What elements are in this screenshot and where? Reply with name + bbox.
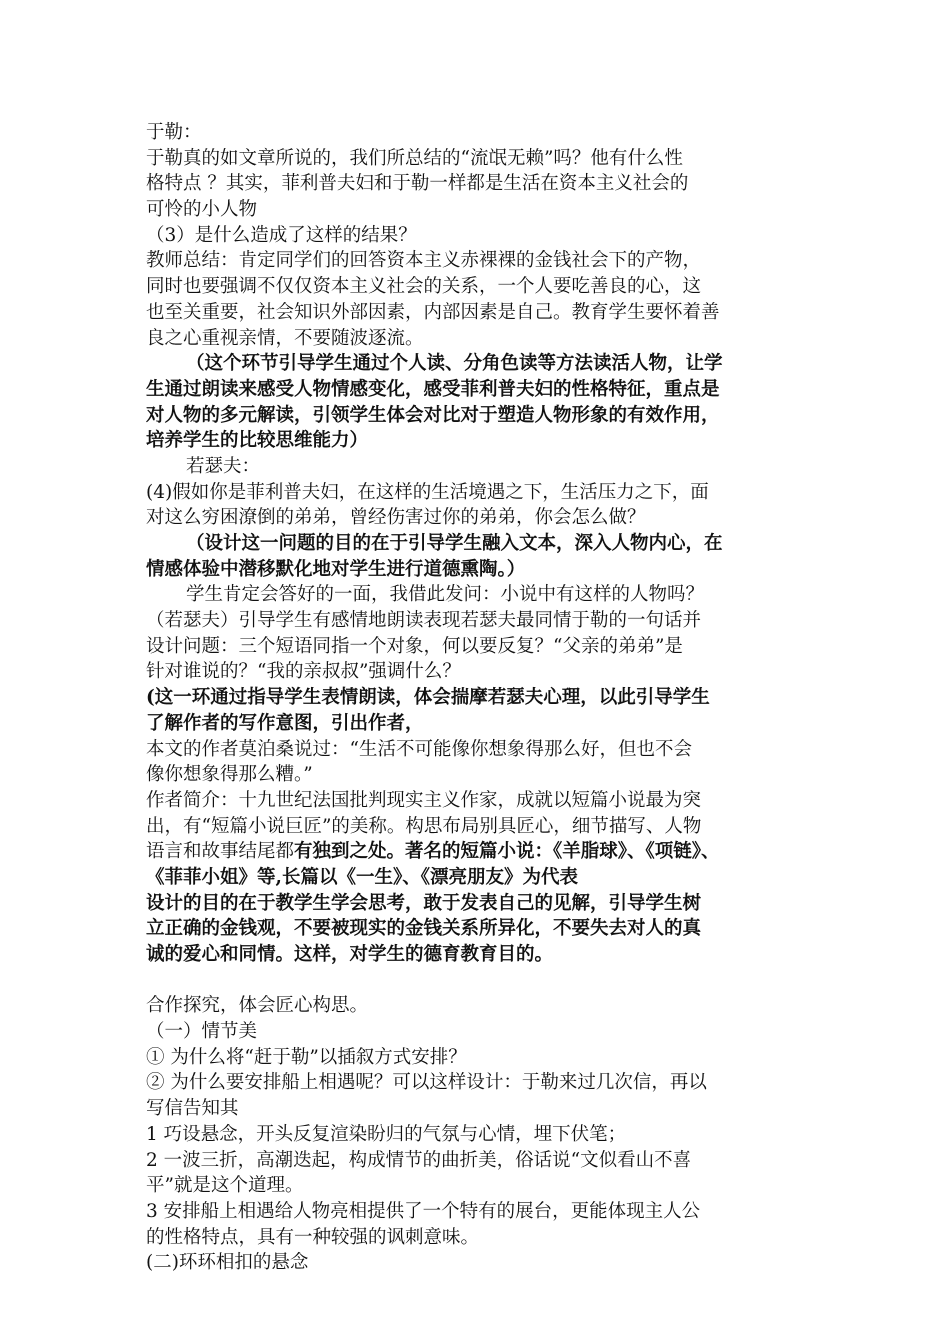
text-line: 合作探究，体会匠心构思。 <box>146 995 369 1017</box>
text-line: 1 巧设悬念，开头反复渲染盼归的气氛与心情，埋下伏笔； <box>146 1123 627 1145</box>
text-line: 同时也要强调不仅仅资本主义社会的关系，一个人要吃善良的心，这 <box>146 276 702 298</box>
text-line: 若瑟夫： <box>186 455 261 477</box>
text-line: 学生肯定会答好的一面，我借此发问：小说中有这样的人物吗？ <box>186 584 705 606</box>
text-line: 2 一波三折，高潮迭起，构成情节的曲折美，俗话说“文似看山不喜 <box>146 1149 692 1171</box>
text-line: 对人物的多元解读，引领学生体会对比对于塑造人物形象的有效作用， <box>146 404 720 426</box>
text-line: （若瑟夫）引导学生有感情地朗读表现若瑟夫最同情于勒的一句话并 <box>146 610 702 632</box>
text-line: 于勒： <box>146 122 202 143</box>
text-line: 平”就是这个道理。 <box>146 1175 304 1197</box>
text-line: 可怜的小人物 <box>146 199 258 221</box>
text-line: 良之心重视亲情，不要随波逐流。 <box>146 327 424 349</box>
text-line: (这一环通过指导学生表情朗读，体会揣摩若瑟夫心理，以此引导学生 <box>146 687 710 709</box>
text-line: 的性格特点，具有一种较强的讽刺意味。 <box>146 1226 480 1248</box>
text-line: 《菲菲小姐》等,长篇以《一生》、《漂亮朋友》为代表 <box>146 866 578 888</box>
text-line: 生通过朗读来感受人物情感变化，感受菲利普夫妇的性格特征，重点是 <box>146 378 720 400</box>
text-line <box>146 839 818 865</box>
text-line: 也至关重要，社会知识外部因素，内部因素是自己。教育学生要怀着善 <box>146 301 720 323</box>
text-line: 培养学生的比较思维能力） <box>146 430 369 452</box>
text-run: 有独到之处。著名的短篇小说：《羊脂球》、《项链》、 <box>294 841 720 863</box>
text-line: 设计问题：三个短语同指一个对象，何以要反复？“父亲的弟弟”是 <box>146 635 683 657</box>
blank-line <box>146 968 818 994</box>
text-line: 设计的目的在于教学生学会思考，敢于发表自己的见解，引导学生树 <box>146 892 702 914</box>
document-page <box>146 120 818 1276</box>
text-line: 作者简介：十九世纪法国批判现实主义作家，成就以短篇小说最为突 <box>146 789 702 811</box>
text-line: 于勒真的如文章所说的，我们所总结的“流氓无赖”吗？他有什么性 <box>146 147 683 169</box>
text-line: (二)环环相扣的悬念 <box>146 1252 309 1274</box>
text-line: （3）是什么造成了这样的结果？ <box>146 224 417 246</box>
text-line: 针对谁说的？“我的亲叔叔”强调什么？ <box>146 661 461 683</box>
text-line: 情感体验中潜移默化地对学生进行道德熏陶。） <box>146 558 526 580</box>
text-line: （一）情节美 <box>146 1021 258 1043</box>
text-line: 诚的爱心和同情。这样，对学生的德育教育目的。 <box>146 944 554 965</box>
text-line: ① 为什么将“赶于勒”以插叙方式安排？ <box>146 1046 467 1068</box>
text-line: 写信告知其 <box>146 1098 239 1120</box>
text-line: 教师总结：肯定同学们的回答资本主义赤裸裸的金钱社会下的产物， <box>146 250 702 272</box>
text-line: （这个环节引导学生通过个人读、分角色读等方法读活人物，让学 <box>186 353 723 375</box>
text-line: 了解作者的写作意图，引出作者， <box>146 712 424 734</box>
text-line: 立正确的金钱观，不要被现实的金钱关系所异化，不要失去对人的真 <box>146 918 702 940</box>
text-line: 本文的作者莫泊桑说过：“生活不可能像你想象得那么好，但也不会 <box>146 738 692 760</box>
text-line: ② 为什么要安排船上相遇呢？可以这样设计：于勒来过几次信，再以 <box>146 1072 707 1094</box>
text-line: 格特点 ？其实，菲利普夫妇和于勒一样都是生活在资本主义社会的 <box>146 173 689 195</box>
text-line: 像你想象得那么糟。” <box>146 764 313 786</box>
text-run: 语言和故事结尾都 <box>146 841 295 863</box>
text-line: 对这么穷困潦倒的弟弟，曾经伤害过你的弟弟，你会怎么做？ <box>146 507 646 529</box>
text-line: 出，有“短篇小说巨匠”的美称。构思布局别具匠心，细节描写、人物 <box>146 815 702 837</box>
text-line: （设计这一问题的目的在于引导学生融入文本，深入人物内心，在 <box>186 533 723 554</box>
text-line: 3 安排船上相遇给人物亮相提供了一个特有的展台，更能体现主人公 <box>146 1200 701 1222</box>
text-line: (4)假如你是菲利普夫妇，在这样的生活境遇之下，生活压力之下，面 <box>146 481 709 503</box>
